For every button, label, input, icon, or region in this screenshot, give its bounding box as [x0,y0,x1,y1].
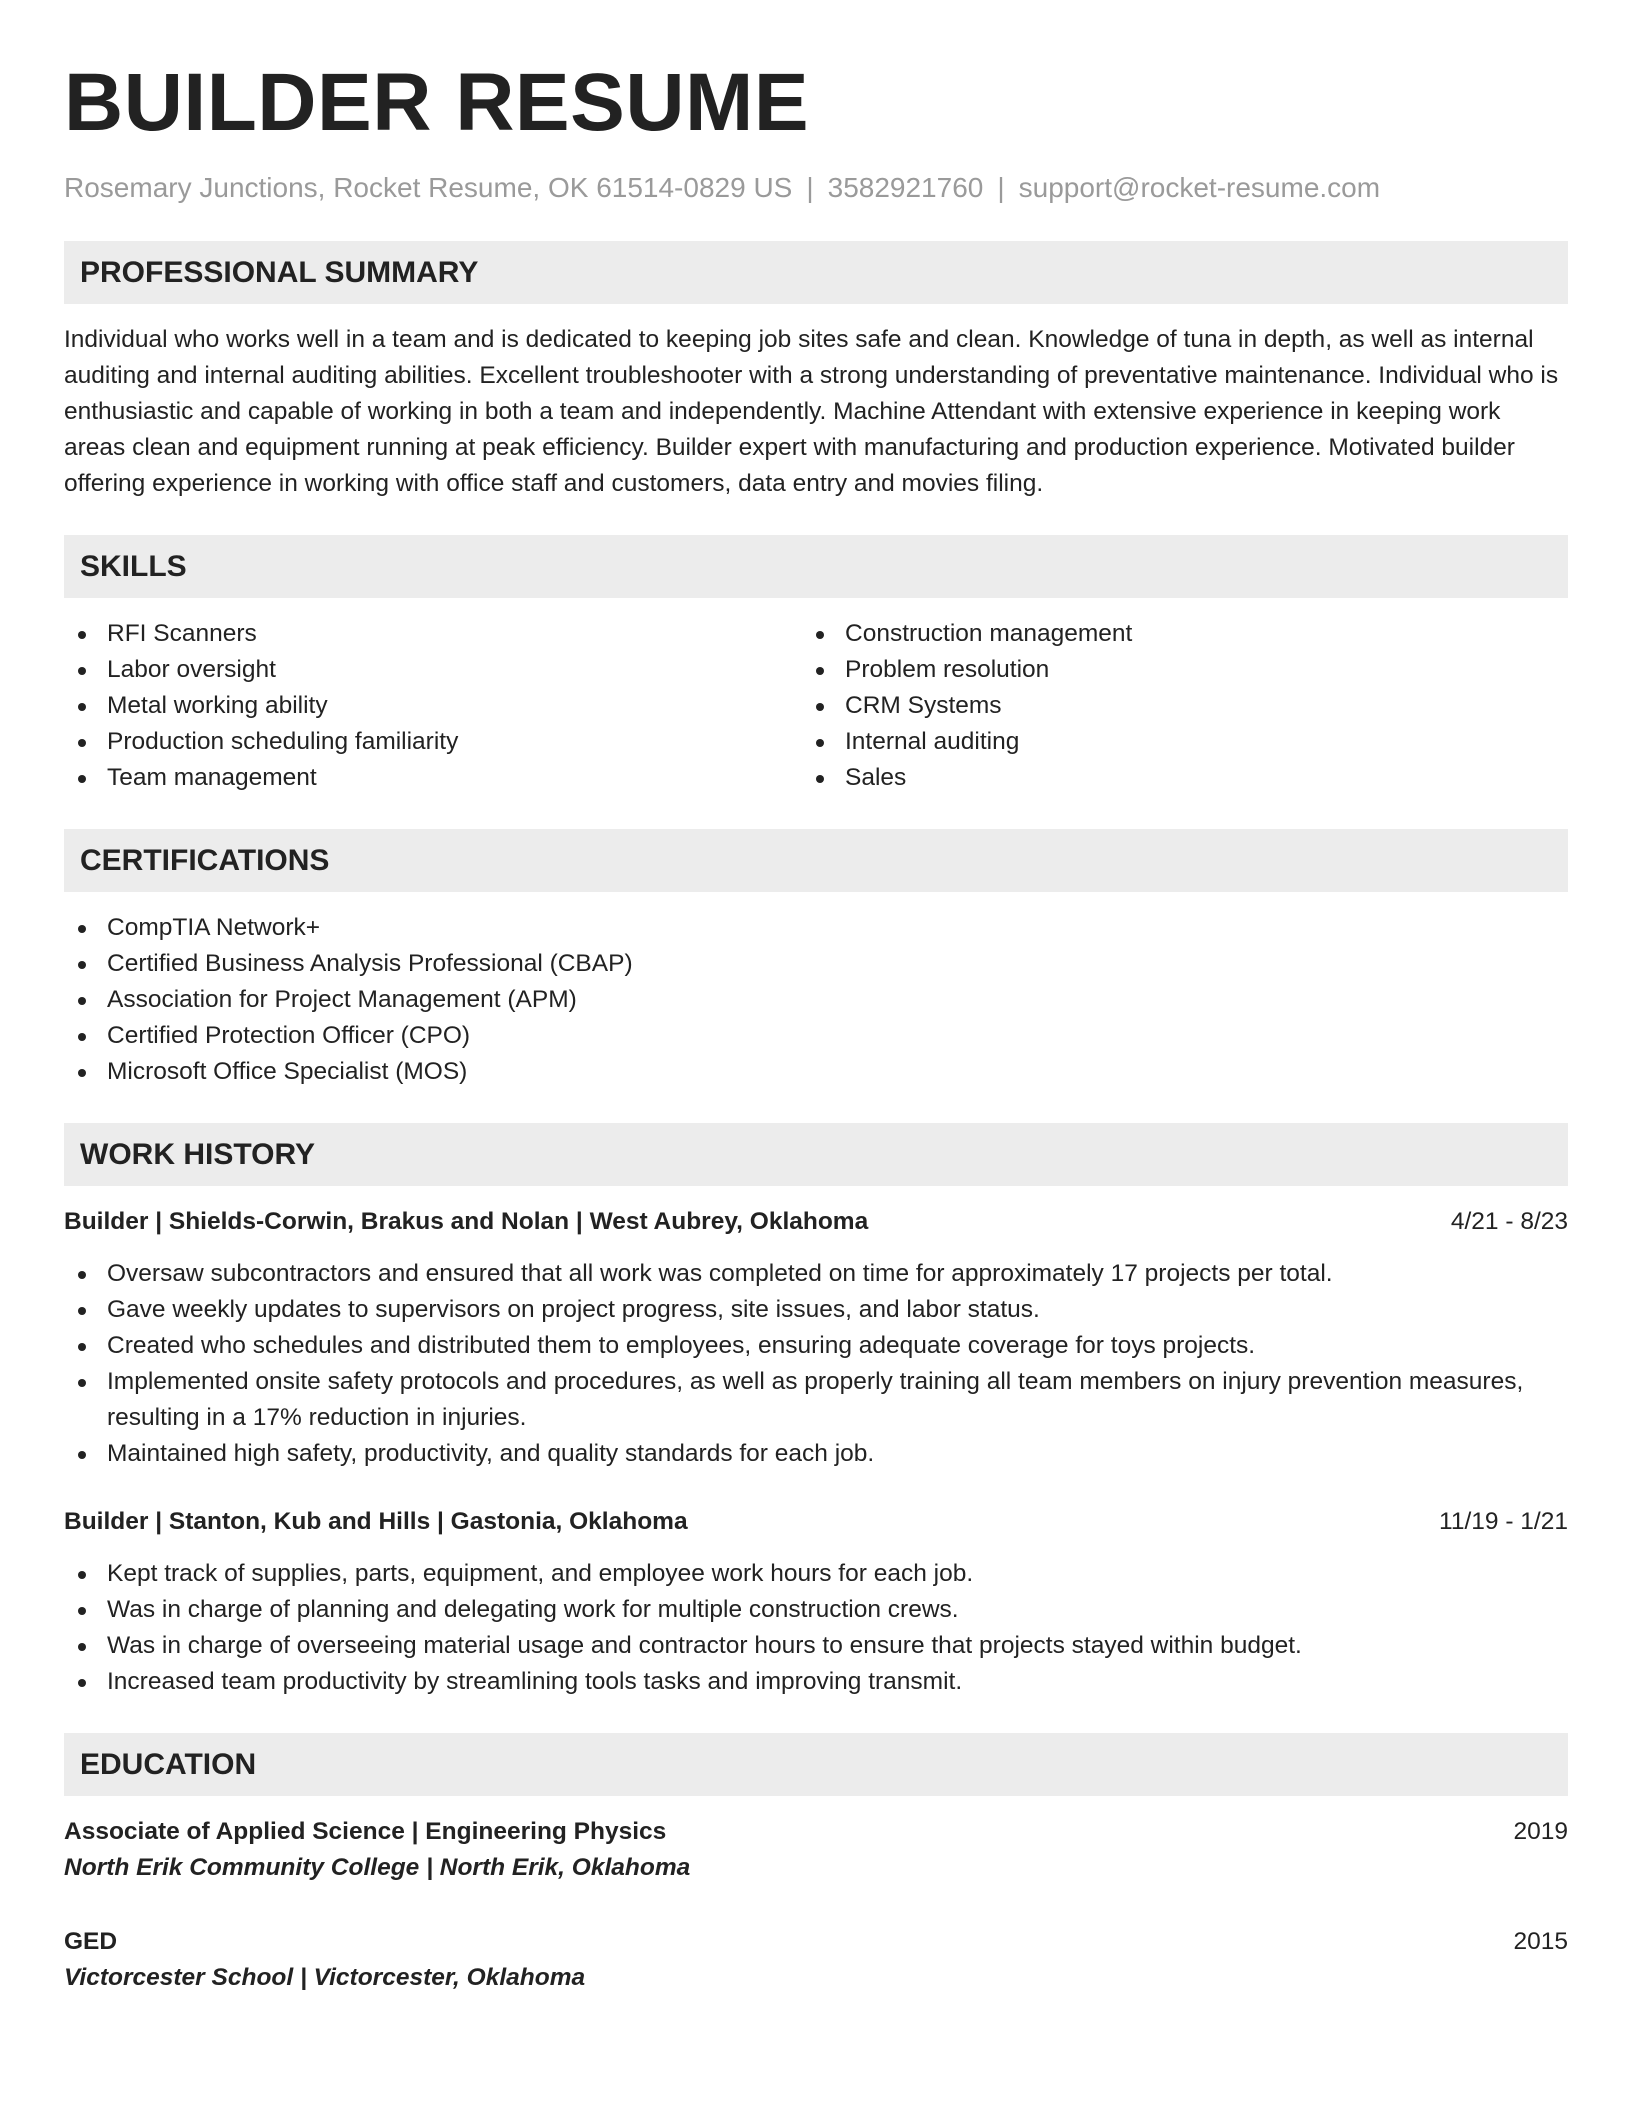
skills-list-left [64,616,802,796]
skill-item: Sales [802,760,1540,796]
job-bullet: Kept track of supplies, parts, equipment, and employee work hours for each job. [64,1556,1568,1592]
section-header-education: EDUCATION [64,1733,1568,1796]
skills-grid [64,616,1568,796]
certification-item: Association for Project Management (APM) [64,982,1568,1018]
certification-item: Certified Protection Officer (CPO) [64,1018,1568,1054]
skills-list-right [802,616,1540,796]
education-school: North Erik Community College | North Erik, Oklahoma [64,1854,691,1881]
job-bullet: Was in charge of overseeing material usage and contractor hours to ensure that projects stayed within budget. [64,1628,1568,1664]
job-header [64,1504,1568,1540]
job-bullets [64,1556,1568,1700]
job-header [64,1204,1568,1240]
job-bullet: Maintained high safety, productivity, and quality standards for each job. [64,1436,1568,1472]
certification-item: Microsoft Office Specialist (MOS) [64,1054,1568,1090]
job-dates: 4/21 - 8/23 [1450,1208,1568,1235]
contact-email: support@rocket-resume.com [1018,172,1381,203]
certification-item: CompTIA Network+ [64,910,1568,946]
education-entry [64,1814,1568,1886]
contact-separator: | [997,172,1005,203]
job-title: Builder | Shields-Corwin, Brakus and Nolan | West Aubrey, Oklahoma [64,1208,869,1235]
job-bullet: Increased team productivity by streamlining tools tasks and improving transmit. [64,1664,1568,1700]
contact-address: Rosemary Junctions, Rocket Resume, OK 61514-0829 US [64,172,793,203]
job-bullet: Gave weekly updates to supervisors on project progress, site issues, and labor status. [64,1292,1568,1328]
contact-line [64,170,1568,206]
section-header-summary: PROFESSIONAL SUMMARY [64,241,1568,304]
job-bullet: Implemented onsite safety protocols and procedures, as well as properly training all team members on injury prevention measures, resulting in a 17% reduction in injuries. [64,1364,1568,1436]
job-title: Builder | Stanton, Kub and Hills | Gastonia, Oklahoma [64,1508,688,1535]
summary-text: Individual who works well in a team and is dedicated to keeping job sites safe and clean. Knowledge of tuna in depth, as well as internal auditing and internal auditing abilities. Excellent troubleshooter with a strong understanding of preventative maintenance. Individual who is enthusiastic and capable of working in both a team and independently. Machine Attendant with extensive experience in keeping work areas clean and equipment running at peak efficiency. Builder expert with manufacturing and production experience. Motivated builder offering experience in working with office staff and customers, data entry and movies filing. [64,326,1559,497]
education-entry [64,1924,1568,1996]
education-year: 2015 [1513,1928,1568,1955]
certification-item: Certified Business Analysis Professional (CBAP) [64,946,1568,982]
education-header [64,1924,1568,1960]
skills-column-right [802,616,1540,796]
job-bullet: Oversaw subcontractors and ensured that all work was completed on time for approximately 17 projects per total. [64,1256,1568,1292]
contact-separator: | [806,172,814,203]
skill-item: CRM Systems [802,688,1540,724]
section-header-work-history: WORK HISTORY [64,1123,1568,1186]
skill-item: Team management [64,760,802,796]
skill-item: Production scheduling familiarity [64,724,802,760]
job-entry [64,1504,1568,1700]
job-entry [64,1204,1568,1472]
section-header-skills: SKILLS [64,535,1568,598]
job-bullet: Created who schedules and distributed them to employees, ensuring adequate coverage for toys projects. [64,1328,1568,1364]
skill-item: Problem resolution [802,652,1540,688]
contact-phone: 3582921760 [827,172,984,203]
skill-item: Labor oversight [64,652,802,688]
skill-item: RFI Scanners [64,616,802,652]
job-bullet: Was in charge of planning and delegating work for multiple construction crews. [64,1592,1568,1628]
skill-item: Construction management [802,616,1540,652]
education-degree: Associate of Applied Science | Engineering Physics [64,1818,667,1845]
resume-name: BUILDER RESUME [64,57,810,148]
certifications-list [64,910,1568,1090]
education-degree: GED [64,1928,118,1955]
education-year: 2019 [1513,1818,1568,1845]
education-school: Victorcester School | Victorcester, Oklahoma [64,1964,586,1991]
skill-item: Metal working ability [64,688,802,724]
skills-column-left [64,616,802,796]
job-bullets [64,1256,1568,1472]
skill-item: Internal auditing [802,724,1540,760]
section-header-certifications: CERTIFICATIONS [64,829,1568,892]
job-dates: 11/19 - 1/21 [1439,1508,1568,1535]
education-header [64,1814,1568,1850]
